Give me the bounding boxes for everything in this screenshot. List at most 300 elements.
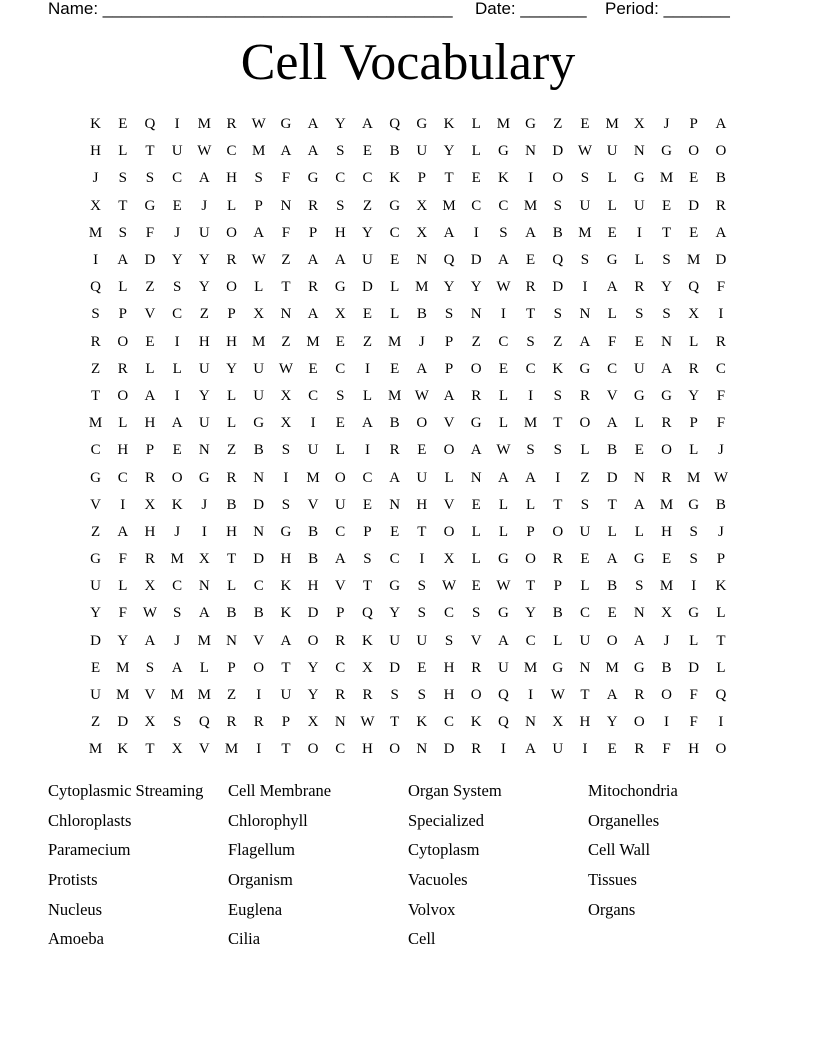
grid-letter: R <box>634 279 645 296</box>
grid-letter: S <box>363 551 372 568</box>
grid-letter: O <box>688 143 700 160</box>
grid-letter: R <box>471 659 482 676</box>
grid-letter: A <box>144 632 156 649</box>
word-bank-item: Organelles <box>588 810 660 830</box>
grid-letter: O <box>606 632 618 649</box>
grid-letter: Z <box>471 333 481 350</box>
grid-letter: S <box>662 252 671 269</box>
grid-letter: T <box>580 687 590 704</box>
grid-letter: R <box>144 469 155 486</box>
grid-letter: I <box>364 360 370 377</box>
grid-letter: A <box>633 632 645 649</box>
grid-letter: L <box>634 523 644 540</box>
grid-row <box>82 546 735 573</box>
grid-letter: K <box>497 170 509 187</box>
grid-letter: S <box>553 442 562 459</box>
grid-letter: N <box>633 143 645 160</box>
grid-letter: G <box>280 523 292 540</box>
grid-letter: X <box>552 714 564 731</box>
word-bank-item: Chloroplasts <box>48 810 132 830</box>
grid-letter: L <box>607 306 617 323</box>
grid-letter: A <box>525 741 537 758</box>
grid-letter: T <box>526 578 536 595</box>
grid-letter: R <box>117 360 128 377</box>
grid-letter: H <box>362 741 373 758</box>
grid-letter: U <box>579 632 591 649</box>
grid-letter: X <box>280 387 292 404</box>
grid-letter: B <box>389 143 400 160</box>
grid-letter: K <box>280 605 292 622</box>
grid-letter: S <box>580 252 590 269</box>
grid-letter: C <box>335 170 346 187</box>
grid-letter: S <box>553 197 562 214</box>
grid-letter: O <box>443 523 455 540</box>
grid-letter: U <box>389 632 401 649</box>
word-bank-item: Cilia <box>228 929 261 949</box>
grid-letter: Z <box>91 714 101 731</box>
grid-letter: D <box>552 143 564 160</box>
grid-letter: O <box>579 415 591 432</box>
grid-letter: A <box>117 523 129 540</box>
grid-letter: P <box>689 415 698 432</box>
grid-letter: P <box>526 523 535 540</box>
grid-letter: I <box>256 741 262 758</box>
grid-letter: R <box>226 469 237 486</box>
grid-letter: L <box>199 659 209 676</box>
grid-letter: G <box>389 197 401 214</box>
grid-letter: I <box>582 279 588 296</box>
grid-letter: A <box>362 415 373 432</box>
grid-letter: J <box>174 224 181 241</box>
grid-letter: A <box>307 116 319 133</box>
grid-letter: U <box>552 741 564 758</box>
grid-letter: X <box>171 741 183 758</box>
grid-letter: D <box>362 279 373 296</box>
word-bank-item: Organism <box>228 870 293 890</box>
grid-letter: Y <box>443 143 455 160</box>
grid-letter: D <box>606 469 618 486</box>
grid-letter: W <box>496 279 511 296</box>
grid-row <box>82 464 735 491</box>
grid-letter: M <box>659 170 674 187</box>
grid-letter: M <box>387 333 402 350</box>
grid-letter: O <box>307 632 319 649</box>
word-bank-item: Specialized <box>408 810 485 830</box>
grid-letter: E <box>607 224 617 241</box>
grid-letter: E <box>607 605 617 622</box>
grid-letter: Z <box>362 333 373 350</box>
grid-letter: G <box>497 605 509 622</box>
grid-letter: E <box>471 578 481 595</box>
grid-letter: M <box>523 197 538 214</box>
grid-letter: J <box>201 197 208 214</box>
grid-letter: M <box>687 469 701 486</box>
grid-letter: S <box>526 333 535 350</box>
grid-letter: Q <box>362 605 373 622</box>
grid-letter: V <box>443 496 455 513</box>
grid-letter: M <box>170 551 184 568</box>
grid-letter: L <box>118 415 128 432</box>
grid-letter: R <box>253 714 264 731</box>
grid-letter: M <box>523 415 538 432</box>
grid-letter: S <box>472 605 481 622</box>
grid-letter: Q <box>497 714 509 731</box>
grid-letter: U <box>198 415 210 432</box>
grid-letter: N <box>633 605 645 622</box>
grid-letter: L <box>471 551 481 568</box>
grid-letter: E <box>390 360 400 377</box>
grid-letter: K <box>552 360 564 377</box>
grid-letter: Q <box>715 687 727 704</box>
grid-letter: E <box>335 415 345 432</box>
grid-letter: W <box>251 252 266 269</box>
grid-letter: M <box>659 578 674 595</box>
word-bank-item: Mitochondria <box>588 781 678 800</box>
grid-letter: X <box>688 306 700 323</box>
grid-letter: A <box>307 143 319 160</box>
grid-letter: M <box>88 415 103 432</box>
grid-letter: J <box>663 116 670 133</box>
grid-letter: L <box>226 415 237 432</box>
grid-letter: E <box>580 551 590 568</box>
word-bank-item: Flagellum <box>228 840 295 860</box>
grid-letter: C <box>172 170 183 187</box>
grid-letter: Y <box>307 687 319 704</box>
grid-letter: D <box>144 252 156 269</box>
grid-letter: R <box>471 387 482 404</box>
grid-letter: C <box>253 578 264 595</box>
word-bank-item: Vacuoles <box>408 870 468 890</box>
grid-letter: U <box>416 143 428 160</box>
grid-letter: X <box>633 116 645 133</box>
grid-letter: K <box>470 714 482 731</box>
grid-letter: C <box>335 659 346 676</box>
grid-letter: H <box>144 415 156 432</box>
grid-letter: L <box>471 143 481 160</box>
grid-letter: U <box>606 143 618 160</box>
word-bank-item: Nucleus <box>48 899 103 919</box>
grid-letter: W <box>251 116 266 133</box>
grid-letter: L <box>254 279 264 296</box>
grid-letter: C <box>308 387 319 404</box>
grid-letter: O <box>715 741 727 758</box>
grid-letter: Y <box>334 116 346 133</box>
grid-letter: H <box>90 143 102 160</box>
grid-letter: L <box>553 632 563 649</box>
grid-letter: L <box>498 496 508 513</box>
grid-letter: L <box>716 605 726 622</box>
grid-letter: V <box>470 632 482 649</box>
grid-letter: E <box>498 360 508 377</box>
word-bank-item: Cell Membrane <box>228 781 332 800</box>
grid-letter: K <box>443 116 455 133</box>
grid-letter: D <box>470 252 482 269</box>
grid-letter: H <box>226 170 237 187</box>
grid-letter: H <box>144 523 156 540</box>
grid-letter: S <box>281 442 291 459</box>
grid-letter: N <box>470 306 482 323</box>
grid-letter: Y <box>362 224 373 241</box>
grid-letter: I <box>201 523 207 540</box>
grid-letter: E <box>390 523 400 540</box>
grid-letter: J <box>418 333 425 350</box>
grid-letter: S <box>118 170 127 187</box>
word-bank <box>48 778 768 956</box>
grid-letter: A <box>715 224 727 241</box>
grid-letter: G <box>334 279 346 296</box>
grid-letter: C <box>362 170 373 187</box>
grid-letter: S <box>444 632 454 649</box>
grid-letter: G <box>552 659 564 676</box>
grid-letter: G <box>497 551 509 568</box>
word-bank-item: Cytoplasmic Streaming <box>48 781 204 800</box>
grid-letter: T <box>281 741 291 758</box>
grid-letter: E <box>580 116 590 133</box>
grid-letter: W <box>550 687 565 704</box>
grid-letter: C <box>471 197 482 214</box>
grid-letter: U <box>307 442 319 459</box>
grid-letter: U <box>171 143 183 160</box>
grid-letter: W <box>197 143 212 160</box>
grid-letter: E <box>417 659 427 676</box>
grid-letter: O <box>552 170 564 187</box>
grid-letter: B <box>715 496 726 513</box>
grid-letter: B <box>416 306 427 323</box>
grid-row <box>82 220 735 247</box>
grid-letter: L <box>471 116 481 133</box>
grid-letter: B <box>607 442 618 459</box>
grid-letter: F <box>662 741 671 758</box>
grid-letter: O <box>715 143 727 160</box>
grid-letter: M <box>197 687 212 704</box>
grid-letter: Y <box>525 605 537 622</box>
grid-letter: M <box>170 687 184 704</box>
grid-letter: H <box>280 551 292 568</box>
grid-letter: Y <box>226 360 237 377</box>
grid-letter: Z <box>91 360 101 377</box>
grid-letter: U <box>198 224 210 241</box>
grid-letter: L <box>226 578 237 595</box>
grid-letter: U <box>579 197 591 214</box>
grid-letter: H <box>198 333 210 350</box>
word-bank-item: Organs <box>588 899 636 919</box>
grid-letter: Z <box>553 333 563 350</box>
grid-letter: A <box>280 632 292 649</box>
grid-letter: G <box>416 116 428 133</box>
grid-letter: L <box>689 442 699 459</box>
grid-letter: I <box>174 387 180 404</box>
grid-letter: R <box>90 333 101 350</box>
grid-letter: L <box>607 197 617 214</box>
grid-letter: M <box>116 659 130 676</box>
grid-letter: T <box>553 415 563 432</box>
grid-letter: E <box>118 116 128 133</box>
grid-row <box>82 573 735 600</box>
grid-letter: U <box>280 687 292 704</box>
grid-letter: G <box>633 551 645 568</box>
grid-letter: N <box>280 306 292 323</box>
grid-letter: S <box>417 578 427 595</box>
grid-letter: C <box>607 360 618 377</box>
grid-letter: E <box>362 306 373 323</box>
grid-letter: T <box>417 523 427 540</box>
grid-letter: B <box>715 170 726 187</box>
word-bank-item: Cytoplasm <box>408 840 480 860</box>
grid-letter: P <box>716 551 726 568</box>
grid-letter: A <box>497 632 509 649</box>
grid-letter: P <box>281 714 291 731</box>
grid-letter: F <box>689 714 698 731</box>
grid-letter: C <box>172 306 183 323</box>
grid-letter: F <box>118 551 127 568</box>
grid-letter: F <box>118 605 127 622</box>
grid-letter: X <box>661 605 672 622</box>
grid-letter: A <box>470 442 482 459</box>
grid-row <box>82 682 735 709</box>
grid-letter: Z <box>226 442 237 459</box>
grid-letter: K <box>416 714 428 731</box>
grid-letter: G <box>90 469 102 486</box>
period-field-label: Period: _______ <box>605 0 730 18</box>
grid-letter: S <box>172 714 182 731</box>
grid-letter: A <box>362 116 373 133</box>
grid-letter: Q <box>144 116 156 133</box>
grid-letter: J <box>717 523 724 540</box>
grid-letter: J <box>92 170 99 187</box>
grid-letter: E <box>390 252 400 269</box>
grid-letter: N <box>525 714 537 731</box>
grid-letter: U <box>497 659 509 676</box>
grid-letter: E <box>689 170 699 187</box>
grid-letter: S <box>336 387 345 404</box>
grid-letter: O <box>633 714 645 731</box>
grid-letter: A <box>497 252 509 269</box>
grid-letter: L <box>689 333 699 350</box>
grid-letter: Y <box>606 714 618 731</box>
grid-letter: D <box>552 279 564 296</box>
grid-letter: Y <box>389 605 401 622</box>
grid-letter: O <box>389 741 401 758</box>
grid-letter: R <box>715 197 726 214</box>
grid-letter: S <box>254 170 263 187</box>
grid-letter: A <box>171 659 183 676</box>
grid-letter: Q <box>552 252 564 269</box>
grid-letter: X <box>253 306 265 323</box>
grid-letter: V <box>334 578 346 595</box>
grid-letter: M <box>252 333 266 350</box>
grid-letter: L <box>226 387 237 404</box>
grid-letter: O <box>416 415 428 432</box>
grid-letter: A <box>525 224 537 241</box>
grid-letter: N <box>579 306 591 323</box>
grid-letter: C <box>444 714 455 731</box>
grid-letter: M <box>88 224 103 241</box>
grid-letter: T <box>226 551 237 568</box>
grid-letter: A <box>171 415 183 432</box>
grid-letter: B <box>253 605 264 622</box>
grid-letter: F <box>689 687 698 704</box>
grid-letter: Q <box>688 279 700 296</box>
word-bank-item: Cell Wall <box>588 840 651 860</box>
grid-letter: I <box>500 741 506 758</box>
grid-letter: K <box>117 741 129 758</box>
grid-letter: L <box>634 415 644 432</box>
grid-letter: I <box>93 252 99 269</box>
grid-letter: L <box>172 360 182 377</box>
grid-letter: E <box>362 143 373 160</box>
grid-letter: G <box>606 252 618 269</box>
grid-letter: M <box>605 116 619 133</box>
grid-letter: N <box>633 469 645 486</box>
grid-letter: N <box>253 523 265 540</box>
grid-letter: R <box>226 252 237 269</box>
grid-letter: P <box>227 306 236 323</box>
header-line <box>48 0 748 20</box>
grid-letter: K <box>715 578 727 595</box>
grid-letter: E <box>607 741 617 758</box>
grid-letter: C <box>579 605 590 622</box>
grid-letter: C <box>362 469 373 486</box>
grid-letter: Z <box>91 523 101 540</box>
grid-letter: A <box>633 496 645 513</box>
grid-letter: G <box>253 415 265 432</box>
grid-letter: C <box>117 469 128 486</box>
grid-letter: M <box>197 116 212 133</box>
grid-letter: D <box>389 659 401 676</box>
grid-letter: Z <box>199 306 209 323</box>
grid-letter: H <box>443 659 455 676</box>
grid-letter: B <box>661 659 672 676</box>
grid-letter: P <box>417 170 427 187</box>
grid-letter: I <box>310 415 316 432</box>
grid-letter: G <box>661 143 672 160</box>
grid-letter: G <box>280 116 292 133</box>
grid-letter: L <box>390 306 400 323</box>
grid-letter: A <box>253 224 265 241</box>
grid-row <box>82 655 735 682</box>
grid-letter: H <box>307 578 319 595</box>
grid-letter: J <box>717 442 724 459</box>
grid-letter: M <box>605 659 619 676</box>
grid-letter: B <box>253 442 264 459</box>
grid-letter: T <box>607 496 617 513</box>
grid-letter: T <box>145 741 155 758</box>
grid-letter: U <box>90 578 102 595</box>
grid-letter: S <box>444 306 454 323</box>
grid-letter: H <box>117 442 129 459</box>
grid-letter: H <box>688 741 700 758</box>
grid-letter: U <box>90 687 102 704</box>
grid-letter: M <box>306 469 320 486</box>
grid-letter: Z <box>226 687 237 704</box>
grid-row <box>82 274 735 301</box>
grid-letter: K <box>171 496 183 513</box>
grid-letter: W <box>577 143 593 160</box>
grid-letter: Z <box>580 469 590 486</box>
grid-letter: B <box>552 224 563 241</box>
grid-letter: Q <box>389 116 401 133</box>
word-bank-item: Volvox <box>408 899 456 919</box>
grid-letter: I <box>528 387 534 404</box>
grid-letter: P <box>689 116 698 133</box>
grid-letter: X <box>144 578 156 595</box>
grid-letter: M <box>659 496 674 513</box>
grid-row <box>82 492 735 519</box>
grid-letter: N <box>226 632 237 649</box>
grid-letter: A <box>606 551 618 568</box>
grid-letter: E <box>526 252 536 269</box>
grid-letter: A <box>579 333 591 350</box>
